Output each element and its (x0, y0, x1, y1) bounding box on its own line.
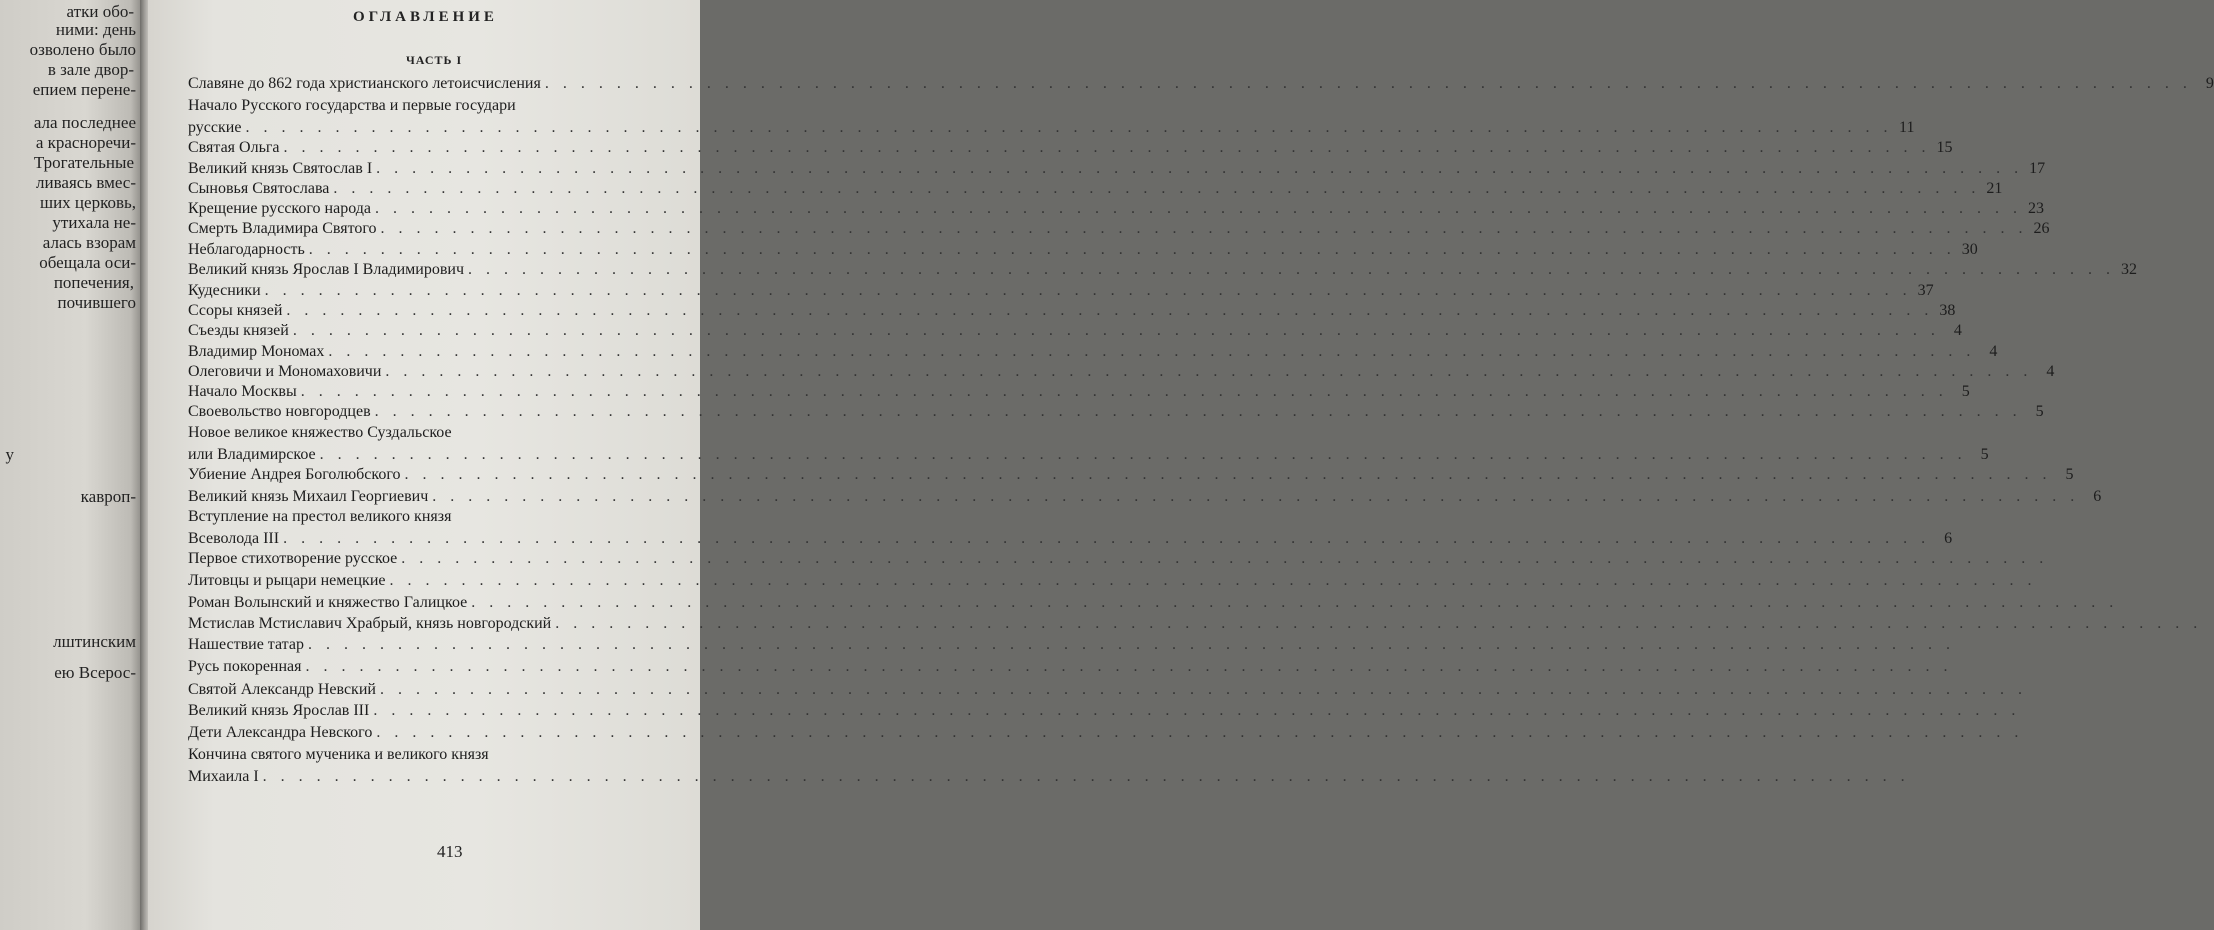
left-page-line: в зале двор- (47, 60, 134, 79)
toc-entry (188, 73, 2214, 95)
toc-entry-line (188, 259, 2137, 281)
toc-entry-line (188, 341, 1998, 363)
toc-entry (188, 239, 1978, 261)
left-page-line: кавроп- (80, 487, 136, 506)
toc-entry-page: 9 (2205, 75, 2214, 92)
toc-entry-page: 11 (1899, 119, 1915, 136)
left-page-line: утихала не- (52, 213, 136, 232)
toc-entry (188, 95, 1915, 139)
toc-entry (188, 422, 1989, 466)
toc-title: ОГЛАВЛЕНИЕ (353, 9, 498, 25)
dot-leader (301, 381, 1948, 403)
toc-entry-title: Русь покоренная (188, 658, 302, 675)
dot-leader (385, 361, 2032, 383)
left-page-line: почившего (57, 293, 136, 312)
dot-leader (328, 341, 1975, 363)
toc-entry-title: Литовцы и рыцари немецкие (188, 572, 386, 589)
toc-entry (188, 506, 1953, 550)
toc-entry-line (188, 137, 1953, 159)
dot-leader (245, 117, 1892, 139)
dot-leader (309, 239, 1956, 261)
toc-entry-line (188, 401, 2044, 423)
dot-leader (381, 218, 2028, 240)
toc-entry-title: Неблагодарность (188, 241, 305, 258)
toc-entry (188, 158, 2046, 180)
dot-leader (405, 464, 2052, 486)
toc-entry-title: Смерть Владимира Святого (188, 220, 377, 237)
dot-leader (265, 280, 1912, 302)
toc-entry-title: Нашествие татар (188, 636, 304, 653)
toc-entry (188, 381, 1970, 403)
toc-entry (188, 178, 2003, 200)
toc-entry-title: Великий князь Ярослав I Владимирович (188, 261, 464, 278)
toc-entry-line (188, 280, 1934, 302)
toc-entry (188, 401, 2044, 423)
dot-leader (545, 73, 2192, 95)
toc-entry-line (188, 95, 703, 117)
toc-entry (188, 548, 703, 570)
toc-entry (188, 700, 703, 722)
toc-entry-title: Сыновья Святослава (188, 180, 330, 197)
left-page-line: попечения, (53, 273, 134, 292)
toc-entry-page: 6 (1944, 530, 1953, 547)
toc-entry-title: Святой Александр Невский (188, 681, 376, 698)
toc-entry (188, 320, 1962, 342)
toc-entry-line (188, 158, 2046, 180)
dot-leader (375, 401, 2022, 423)
toc-entry-title: Олеговичи и Мономаховичи (188, 363, 382, 380)
toc-entry (188, 259, 2137, 281)
toc-entry-line (188, 656, 703, 678)
toc-entry (188, 592, 703, 614)
toc-entry-page: 21 (1986, 180, 2003, 197)
dot-leader (286, 300, 1933, 322)
dot-leader (555, 613, 2202, 635)
toc-entry-title: Кудесники (188, 282, 261, 299)
toc-entry-line (188, 679, 703, 701)
toc-entry-page: 4 (1953, 322, 1962, 339)
toc-entry-page: 4 (1989, 343, 1998, 360)
toc-entry-line (188, 73, 2214, 95)
toc-entry-line (188, 218, 2050, 240)
toc-entry-title: Великий князь Святослав I (188, 160, 373, 177)
toc-entry (188, 137, 1953, 159)
toc-entry-page: 5 (1980, 446, 1989, 463)
toc-entry-title: Владимир Мономах (188, 343, 325, 360)
toc-entry-line (188, 570, 703, 592)
toc-entry-line (188, 361, 2055, 383)
part-heading: ЧАСТЬ I (406, 53, 463, 67)
toc-entry-title: Своевольство новгородцев (188, 403, 371, 420)
dot-leader (373, 700, 2020, 722)
dot-leader (468, 259, 2115, 281)
dot-leader (263, 766, 1910, 788)
toc-entry-title: Кончина святого мученика и великого князя (188, 746, 489, 763)
toc-entry-line (188, 198, 2044, 220)
left-page-line: лштинским (53, 632, 136, 651)
toc-entry-title: Святая Ольга (188, 139, 280, 156)
left-page-line: ею Всерос- (54, 663, 136, 682)
toc-entry-line (188, 486, 2102, 508)
toc-entry-title: русские (188, 119, 242, 136)
left-page-line: ших церковь, (39, 193, 136, 212)
toc-entry (188, 613, 703, 635)
toc-entry-line (188, 464, 2074, 486)
toc-entry-line (188, 528, 1953, 550)
toc-entry-page: 15 (1936, 139, 1953, 156)
toc-entry-title: Великий князь Ярослав III (188, 702, 370, 719)
toc-entry (188, 218, 2050, 240)
toc-entry-title: Великий князь Михаил Георгиевич (188, 488, 429, 505)
toc-entry (188, 634, 703, 656)
toc-entry-title: Ссоры князей (188, 302, 283, 319)
toc-entry-line (188, 592, 703, 614)
toc-entry-title: Славяне до 862 года христианского летоисчисления (188, 75, 541, 92)
toc-entry-line (188, 381, 1970, 403)
toc-entry-title: Убиение Андрея Боголюбского (188, 466, 401, 483)
toc-entry-title: Вступление на престол великого князя (188, 508, 452, 525)
toc-entry (188, 464, 2074, 486)
toc-entry (188, 341, 1998, 363)
toc-entry (188, 486, 2102, 508)
toc-entry-title: Михаила I (188, 768, 259, 785)
left-page-line: ними: день (55, 20, 136, 39)
toc-entry-line (188, 722, 703, 744)
left-page-line: а красноречи- (35, 133, 136, 152)
dot-leader (284, 137, 1931, 159)
toc-entry (188, 744, 703, 788)
left-page-line: обещала оси- (39, 253, 136, 272)
dot-leader (380, 679, 2027, 701)
toc-entry-title: Крещение русского народа (188, 200, 371, 217)
toc-entry-title: или Владимирское (188, 446, 316, 463)
toc-entry-line (188, 117, 1915, 139)
toc-entry-line (188, 766, 703, 788)
toc-entry-title: Начало Москвы (188, 383, 297, 400)
dot-leader (333, 178, 1980, 200)
toc-entry-title: Первое стихотворение русское (188, 550, 398, 567)
toc-entry-page: 37 (1917, 282, 1934, 299)
toc-entry-title: Съезды князей (188, 322, 289, 339)
toc-entry (188, 280, 1934, 302)
page-number: 413 (437, 842, 463, 861)
toc-entry-line (188, 548, 703, 570)
dot-leader (320, 444, 1967, 466)
toc-entry-line (188, 444, 1989, 466)
toc-entry-title: Мстислав Мстиславич Храбрый, князь новгородский (188, 615, 552, 632)
toc-entry-title: Дети Александра Невского (188, 724, 373, 741)
left-page-line: Трогательные (33, 153, 134, 172)
dot-leader (376, 158, 2023, 180)
toc-entry-page: 17 (2029, 160, 2046, 177)
toc-entry-line (188, 422, 703, 444)
toc-entry-page: 26 (2033, 220, 2050, 237)
toc-list (148, 0, 2214, 880)
toc-entry (188, 656, 703, 678)
toc-entry (188, 722, 703, 744)
toc-entry-line (188, 700, 703, 722)
dot-leader (376, 722, 2023, 744)
toc-entry-page: 4 (2046, 363, 2055, 380)
dot-leader (293, 320, 1940, 342)
left-page (0, 0, 142, 930)
dot-leader (375, 198, 2022, 220)
toc-entry (188, 198, 2044, 220)
dot-leader (471, 592, 2118, 614)
left-page-line: у (5, 445, 14, 464)
toc-entry-page: 5 (2065, 466, 2074, 483)
toc-entry-line (188, 613, 703, 635)
toc-entry-line (188, 320, 1962, 342)
toc-entry-line (188, 178, 2003, 200)
toc-entry (188, 300, 1956, 322)
left-page-line: ала последнее (33, 113, 136, 132)
dot-leader (283, 528, 1930, 550)
toc-entry-line (188, 744, 703, 766)
toc-entry-line (188, 300, 1956, 322)
toc-entry-page: 30 (1961, 241, 1978, 258)
dot-leader (390, 570, 2037, 592)
toc-entry-title: Начало Русского государства и первые государи (188, 97, 516, 114)
left-page-line: ливаясь вмес- (36, 173, 136, 192)
toc-entry-title: Новое великое княжество Суздальское (188, 424, 452, 441)
toc-entry-page: 23 (2027, 200, 2044, 217)
dot-leader (308, 634, 1955, 656)
toc-entry-line (188, 239, 1978, 261)
left-page-line: атки обо- (66, 2, 134, 21)
toc-entry-line (188, 634, 703, 656)
left-page-line: епием перене- (32, 80, 136, 99)
toc-entry-page: 5 (2035, 403, 2044, 420)
toc-entry-title: Всеволода III (188, 530, 280, 547)
toc-entry (188, 679, 703, 701)
dot-leader (306, 656, 1953, 678)
dot-leader (432, 486, 2079, 508)
toc-entry-title: Роман Волынский и княжество Галицкое (188, 594, 468, 611)
toc-entry (188, 361, 2055, 383)
toc-entry-line (188, 506, 703, 528)
toc-entry-page: 5 (1961, 383, 1970, 400)
right-page (148, 0, 2214, 930)
toc-entry-page: 6 (2093, 488, 2102, 505)
left-page-line: алась взорам (42, 233, 136, 252)
dot-leader (401, 548, 2048, 570)
left-page-line: озволено было (29, 40, 136, 59)
toc-entry (188, 570, 703, 592)
toc-entry-page: 38 (1939, 302, 1956, 319)
toc-entry-page: 32 (2120, 261, 2137, 278)
